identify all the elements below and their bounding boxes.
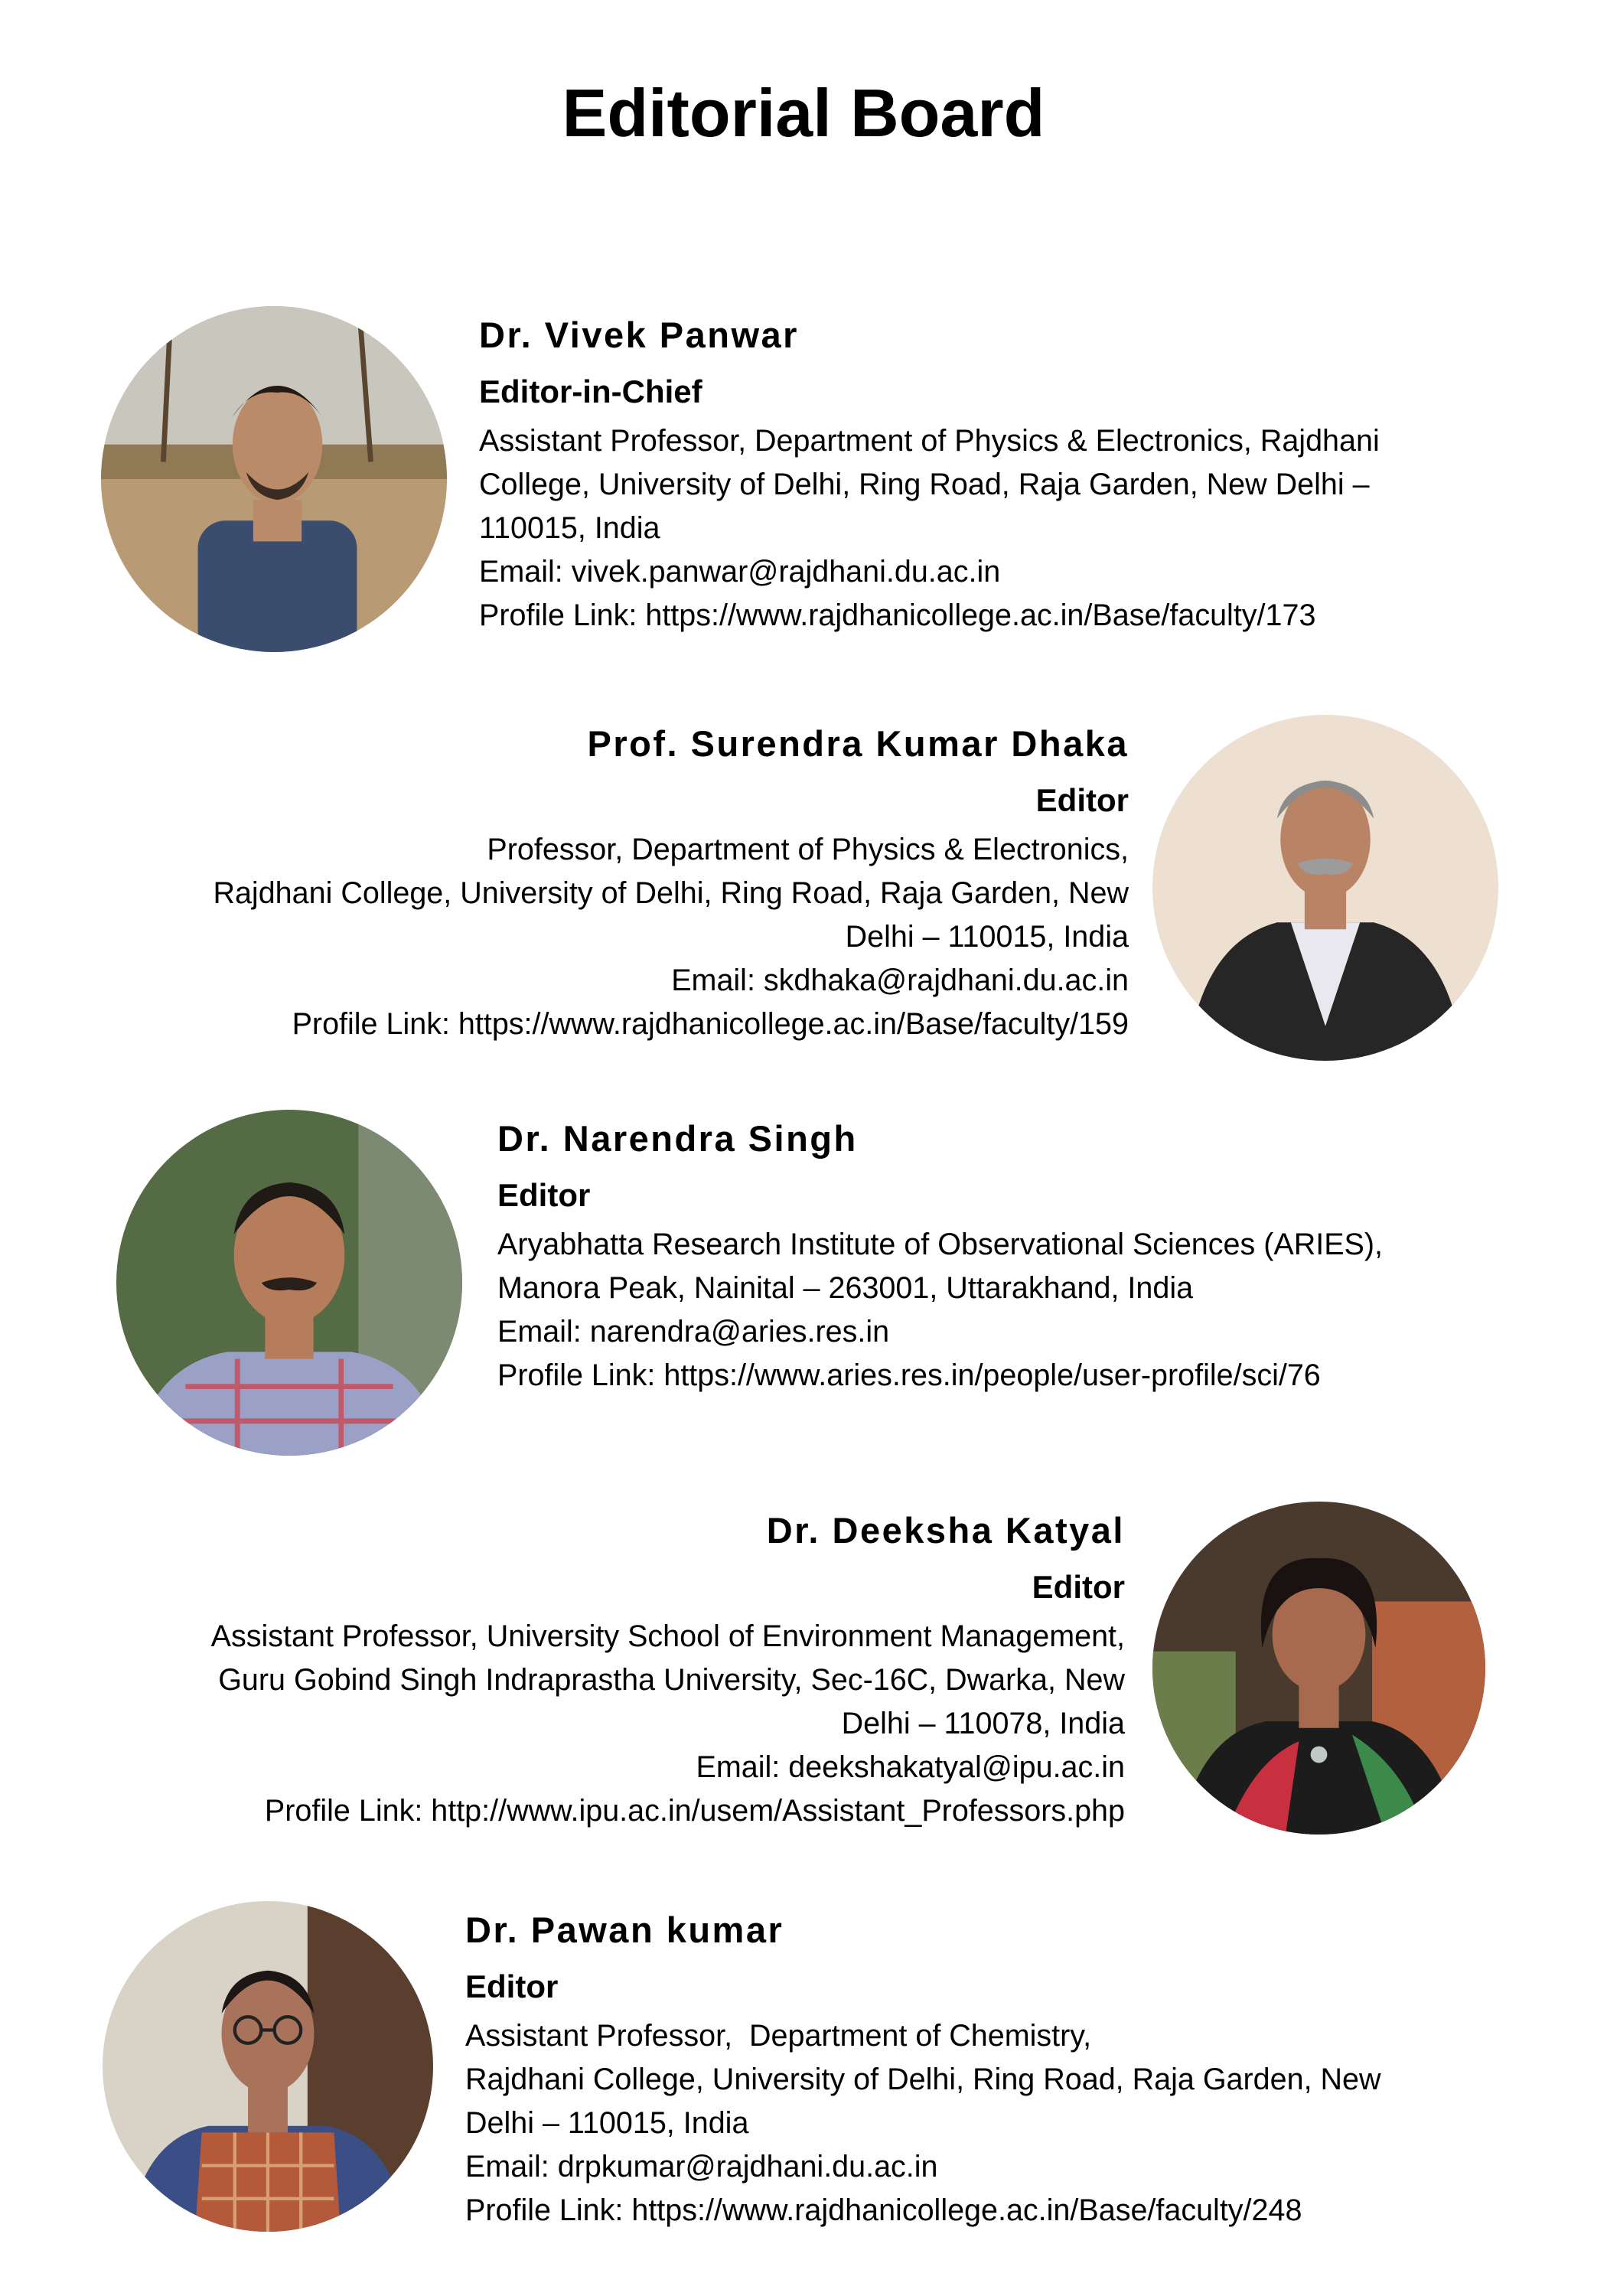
member-email[interactable]: Email: drpkumar@rajdhani.du.ac.in [465,2150,938,2183]
member-name: Dr. Deeksha Katyal [766,1510,1125,1551]
member-name: Dr. Pawan kumar [465,1910,784,1950]
page-title: Editorial Board [562,75,1045,151]
member-email[interactable]: Email: vivek.panwar@rajdhani.du.ac.in [479,555,1001,589]
member-info-pawan-kumar [465,1901,1514,2232]
member-name: Prof. Surendra Kumar Dhaka [587,723,1129,764]
member-profile-link[interactable]: Profile Link: https://www.rajdhanicollege.ac.in/Base/faculty/248 [465,2193,1302,2227]
member-photo-narendra-singh [116,1110,462,1456]
member-address-line: Guru Gobind Singh Indraprastha University, Sec-16C, Dwarka, New [218,1663,1125,1697]
member-info-narendra-singh [497,1110,1515,1397]
member-address-line: Assistant Professor, Department of Physics & Electronics, Rajdhani [479,424,1380,458]
member-info-vivek-panwar [479,306,1512,638]
member-email[interactable]: Email: narendra@aries.res.in [497,1315,890,1349]
member-info-deeksha-katyal [61,1502,1125,1833]
member-role: Editor [465,1968,559,2004]
member-address-line: Manora Peak, Nainital – 263001, Uttarakhand, India [497,1271,1194,1305]
member-address-line: Delhi – 110015, India [845,920,1129,954]
member-profile-link[interactable]: Profile Link: http://www.ipu.ac.in/usem/Assistant_Professors.php [264,1794,1125,1828]
member-info-surendra-kumar-dhaka [77,715,1129,1046]
member-address-line: College, University of Delhi, Ring Road, Raja Garden, New Delhi – [479,468,1370,501]
member-role: Editor [497,1177,591,1213]
member-address-line: Assistant Professor, Department of Chemistry, [465,2019,1092,2053]
member-role: Editor-in-Chief [479,373,702,409]
member-profile-link[interactable]: Profile Link: https://www.aries.res.in/people/user-profile/sci/76 [497,1358,1321,1392]
member-role: Editor [1032,1569,1125,1605]
member-address-line: Rajdhani College, University of Delhi, Ring Road, Raja Garden, New [465,2063,1381,2096]
member-address-line: Delhi – 110078, India [841,1707,1125,1740]
member-photo-deeksha-katyal [1152,1502,1485,1835]
member-address-line: Delhi – 110015, India [465,2106,749,2140]
member-photo-vivek-panwar [101,306,447,652]
member-address-line: Aryabhatta Research Institute of Observational Sciences (ARIES), [497,1228,1384,1261]
member-email[interactable]: Email: skdhaka@rajdhani.du.ac.in [671,964,1129,997]
member-address-line: Assistant Professor, University School of Environment Management, [210,1619,1125,1653]
member-profile-link[interactable]: Profile Link: https://www.rajdhanicollege.ac.in/Base/faculty/173 [479,598,1316,632]
member-photo-surendra-kumar-dhaka [1152,715,1498,1061]
member-address-line: Professor, Department of Physics & Electronics, [487,833,1129,866]
member-address-line: Rajdhani College, University of Delhi, Ring Road, Raja Garden, New [213,876,1129,910]
member-address-line: 110015, India [479,511,660,545]
member-role: Editor [1035,782,1129,818]
member-photo-pawan-kumar [103,1901,433,2232]
member-name: Dr. Vivek Panwar [479,315,799,355]
member-email[interactable]: Email: deekshakatyal@ipu.ac.in [696,1750,1125,1784]
member-name: Dr. Narendra Singh [497,1118,858,1159]
member-profile-link[interactable]: Profile Link: https://www.rajdhanicollege.ac.in/Base/faculty/159 [292,1007,1129,1041]
